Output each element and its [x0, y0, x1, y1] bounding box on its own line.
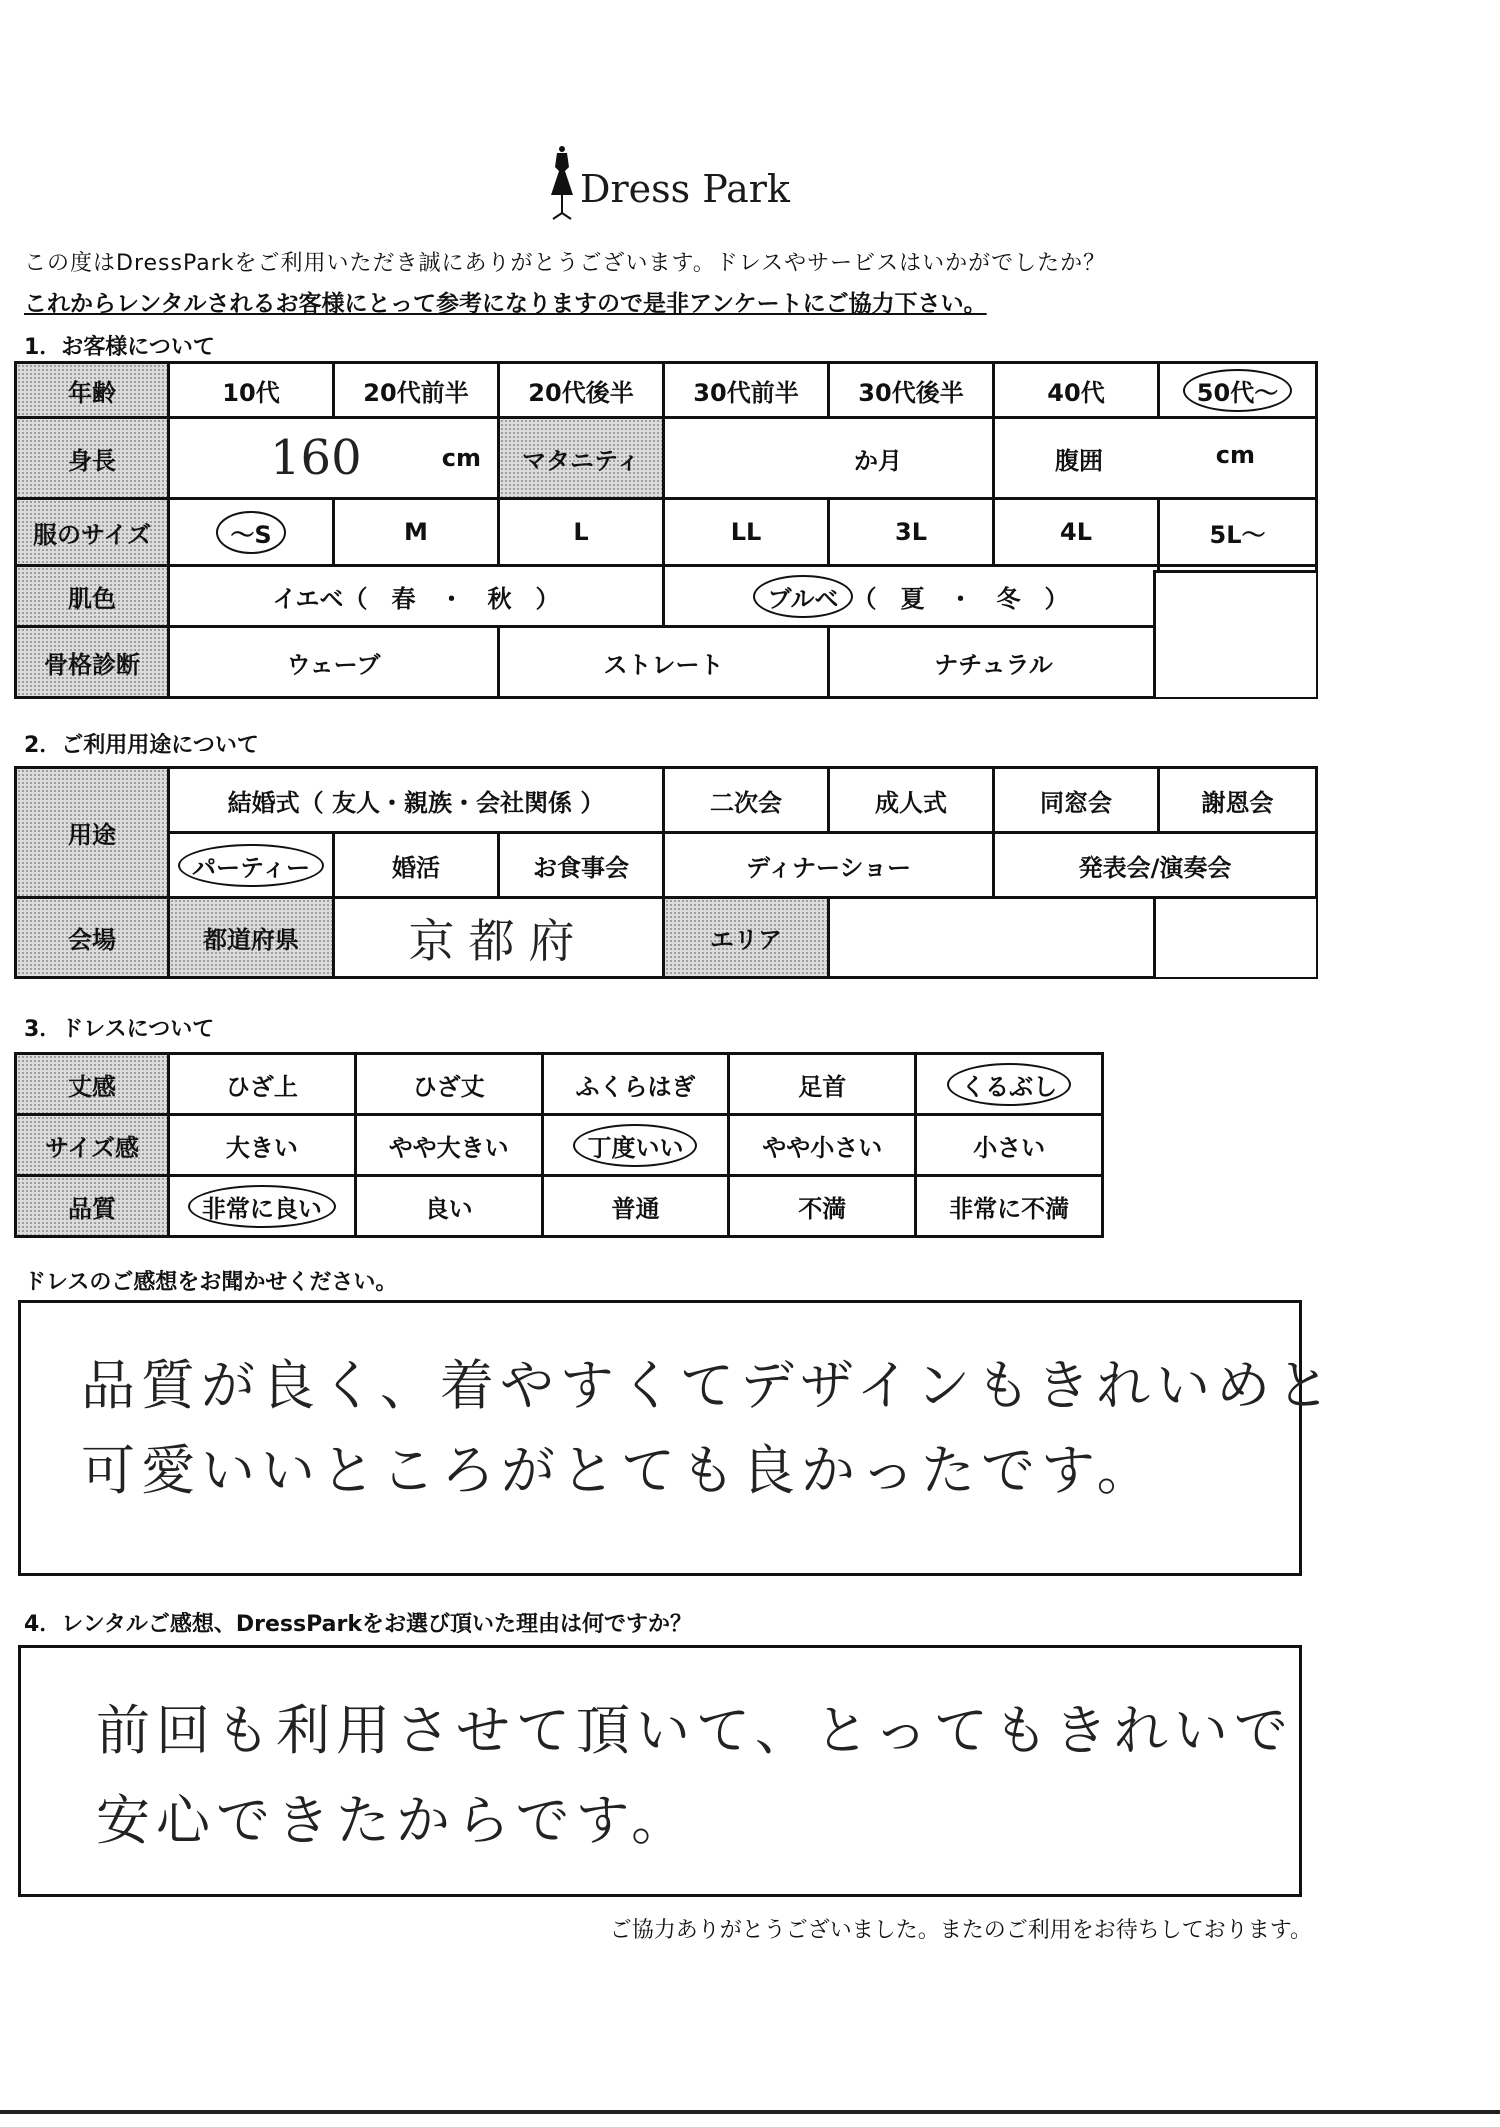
- size-option[interactable]: 4L: [995, 500, 1157, 564]
- frame-option[interactable]: ナチュラル: [830, 628, 1157, 696]
- scan-edge-line: [0, 2110, 1500, 2114]
- dress-park-logo: [545, 145, 805, 235]
- reason-line-1: 前回も利用させて頂いて、とってもきれいで: [96, 1699, 1294, 1762]
- purpose-option[interactable]: 発表会/演奏会: [995, 834, 1315, 896]
- purpose-option[interactable]: 婚活: [335, 834, 497, 896]
- impressions-title: ドレスのご感想をお聞かせください。: [24, 1270, 398, 1295]
- prefecture-value: 京都府: [408, 913, 589, 968]
- height-label: 身長: [17, 419, 167, 497]
- length-option[interactable]: ふくらはぎ: [544, 1055, 728, 1113]
- table-cutout: [1156, 899, 1316, 977]
- fit-option[interactable]: 大きい: [170, 1116, 354, 1174]
- purpose-option[interactable]: 二次会: [665, 769, 827, 831]
- purpose-table: [14, 766, 1318, 979]
- size-option[interactable]: LL: [665, 500, 827, 564]
- fit-label: サイズ感: [17, 1116, 167, 1174]
- reason-textarea[interactable]: [18, 1645, 1302, 1897]
- area-field[interactable]: [830, 899, 1157, 976]
- customer-table: [14, 361, 1318, 699]
- length-option-selected[interactable]: [917, 1055, 1101, 1113]
- impressions-line-1: 品質が良く、着やすくてデザインもきれいめと: [81, 1354, 1337, 1417]
- purpose-label: 用途: [17, 769, 167, 896]
- skin-yellow-label: イエベ: [272, 584, 344, 613]
- age-option[interactable]: 20代前半: [335, 364, 497, 416]
- size-option[interactable]: 3L: [830, 500, 992, 564]
- quality-option[interactable]: 良い: [357, 1177, 541, 1235]
- reason-line-2: 安心できたからです。: [96, 1789, 692, 1852]
- section-2-title: 2．ご利用用途について: [24, 733, 259, 758]
- skin-yellow-option[interactable]: [170, 567, 662, 625]
- height-unit: cm: [441, 444, 481, 472]
- skin-blue-seasons: （ 夏 ・ 冬 ）: [852, 584, 1069, 613]
- height-value: 160: [270, 430, 362, 486]
- purpose-option-selected[interactable]: [170, 834, 332, 896]
- impressions-textarea[interactable]: [18, 1300, 1337, 1576]
- length-option[interactable]: ひざ丈: [357, 1055, 541, 1113]
- table-edge: [1153, 899, 1156, 976]
- frame-label: 骨格診断: [17, 628, 167, 696]
- skin-label: 肌色: [17, 567, 167, 625]
- table-edge: [1153, 570, 1315, 573]
- purpose-option[interactable]: お食事会: [500, 834, 662, 896]
- fit-selected-circle: 丁度いい: [573, 1124, 697, 1167]
- quality-option[interactable]: 不満: [730, 1177, 914, 1235]
- age-option[interactable]: 10代: [170, 364, 332, 416]
- quality-label: 品質: [17, 1177, 167, 1235]
- prefecture-field[interactable]: [335, 899, 662, 976]
- purpose-selected-circle: パーティー: [178, 844, 324, 887]
- table-cutout: [1156, 573, 1316, 697]
- table-edge: [1153, 573, 1156, 697]
- months-unit: か月: [854, 446, 902, 475]
- size-label: 服のサイズ: [17, 500, 167, 564]
- fit-option[interactable]: やや大きい: [357, 1116, 541, 1174]
- waist-unit: cm: [1215, 440, 1255, 469]
- brand-name: Dress Park: [580, 167, 790, 211]
- impressions-line-2: 可愛いいところがとても良かったです。: [81, 1439, 1157, 1502]
- skin-yellow-seasons: （ 春 ・ 秋 ）: [343, 584, 560, 613]
- quality-option[interactable]: 非常に不満: [917, 1177, 1101, 1235]
- purpose-option[interactable]: 謝恩会: [1160, 769, 1315, 831]
- length-selected-circle: くるぶし: [947, 1063, 1071, 1106]
- prefecture-label: 都道府県: [170, 899, 332, 976]
- age-option[interactable]: 30代後半: [830, 364, 992, 416]
- quality-selected-circle: 非常に良い: [188, 1185, 336, 1228]
- size-option[interactable]: M: [335, 500, 497, 564]
- length-option[interactable]: ひざ上: [170, 1055, 354, 1113]
- size-selected-circle: ～S: [216, 511, 285, 554]
- dress-form-icon: [545, 145, 579, 225]
- length-option[interactable]: 足首: [730, 1055, 914, 1113]
- section-3-title: 3．ドレスについて: [24, 1017, 215, 1042]
- area-label: エリア: [665, 899, 827, 976]
- intro-line-1: この度はDressParkをご利用いただき誠にありがとうございます。ドレスやサービスはいかがでしたか？: [24, 251, 1107, 276]
- age-option-selected[interactable]: [1160, 364, 1315, 416]
- height-field[interactable]: [170, 419, 497, 497]
- age-selected-circle: 50代～: [1183, 369, 1292, 412]
- section-1-title: 1．お客様について: [24, 335, 215, 360]
- quality-option-selected[interactable]: [170, 1177, 354, 1235]
- age-option[interactable]: 40代: [995, 364, 1157, 416]
- skin-blue-selected-circle: ブルベ: [753, 575, 852, 618]
- frame-option[interactable]: ウェーブ: [170, 628, 497, 696]
- purpose-option[interactable]: 成人式: [830, 769, 992, 831]
- maternity-months-field[interactable]: [665, 419, 992, 497]
- size-option-selected[interactable]: [170, 500, 332, 564]
- quality-option[interactable]: 普通: [544, 1177, 728, 1235]
- waist-label: 腹囲: [1055, 446, 1103, 475]
- length-label: 丈感: [17, 1055, 167, 1113]
- intro-line-2: これからレンタルされるお客様にとって参考になりますので是非アンケートにご協力下さい。: [24, 291, 987, 317]
- waist-field[interactable]: [995, 419, 1315, 497]
- purpose-option[interactable]: 結婚式（ 友人・親族・会社関係 ）: [170, 769, 662, 831]
- age-option[interactable]: 30代前半: [665, 364, 827, 416]
- section-4-title: 4．レンタルご感想、DressParkをお選び頂いた理由は何ですか？: [24, 1612, 692, 1637]
- fit-option-selected[interactable]: [544, 1116, 728, 1174]
- dress-table: [14, 1052, 1104, 1238]
- closing-message: ご協力ありがとうございました。またのご利用をお待ちしております。: [609, 1918, 1312, 1943]
- age-option[interactable]: 20代後半: [500, 364, 662, 416]
- frame-option[interactable]: ストレート: [500, 628, 827, 696]
- skin-blue-option[interactable]: [665, 567, 1157, 625]
- maternity-label: マタニティ: [500, 419, 662, 497]
- fit-option[interactable]: 小さい: [917, 1116, 1101, 1174]
- size-option[interactable]: L: [500, 500, 662, 564]
- age-label: 年齢: [17, 364, 167, 416]
- size-option[interactable]: 5L～: [1160, 500, 1315, 564]
- venue-label: 会場: [17, 899, 167, 976]
- fit-option[interactable]: やや小さい: [730, 1116, 914, 1174]
- purpose-option[interactable]: 同窓会: [995, 769, 1157, 831]
- purpose-option[interactable]: ディナーショー: [665, 834, 992, 896]
